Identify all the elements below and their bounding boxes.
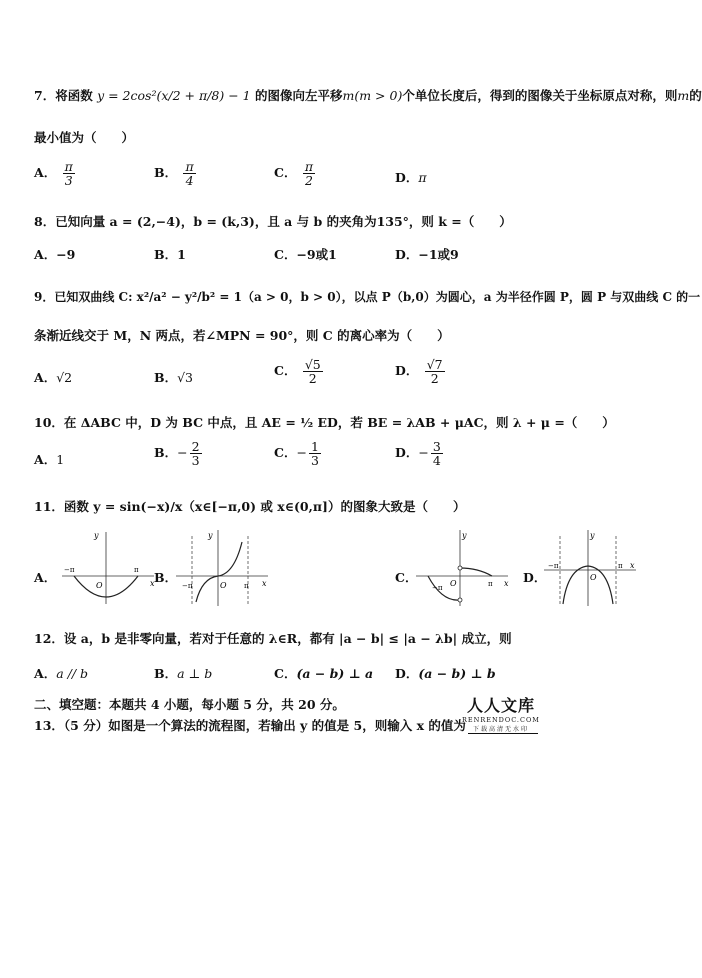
svg-text:O: O (590, 573, 597, 582)
question-9-line1: 9．已知双曲线 C: x²/a² − y²/b² = 1（a > 0，b > 0），以点 P（b,0）为圆心，a 为半径作圆 P，圆 P 与双曲线 C 的一 (34, 290, 701, 304)
q7-option-a: A． $\frac{\pi}{3}$ (34, 159, 73, 189)
q10-option-c: C．− $\frac{1}{3}$ (274, 439, 319, 469)
q12-option-d: D．(a − b) ⊥ b (395, 666, 496, 681)
q11-option-b-label: B． (154, 570, 178, 585)
q9-option-b: B．√3 (154, 370, 193, 385)
question-9-line2: 条渐近线交于 M，N 两点，若∠MPN = 90°，则 C 的离心率为（ ） (34, 328, 450, 343)
q9-option-a: A．√2 (34, 370, 73, 385)
q11-option-a-label: A． (34, 570, 57, 585)
q7-option-d: D．π (395, 170, 427, 185)
q7-option-b: B． $\frac{\pi}{4}$ (154, 159, 194, 189)
q9-option-c: C． $\frac{√5}{2}$ (274, 357, 321, 387)
svg-text:−π: −π (432, 584, 443, 592)
q10-option-b: B．− $\frac{2}{3}$ (154, 439, 200, 469)
svg-text:−π: −π (548, 562, 559, 570)
q11-option-d-label: D． (523, 570, 547, 585)
svg-text:x: x (630, 561, 635, 570)
svg-text:π: π (134, 566, 139, 574)
section-fill-in-title: 二、填空题：本题共 4 小题，每小题 5 分，共 20 分。 (34, 697, 345, 712)
q7-option-c: C． $\frac{\pi}{2}$ (274, 159, 314, 189)
q7-formula: y = 2cos²(x/2 + π/8) − 1 (97, 88, 251, 103)
question-10: 10．在 ΔABC 中，D 为 BC 中点，且 AE = ½ ED，若 BE = λAB + μAC，则 λ + μ =（ ） (34, 415, 615, 430)
q8-option-a: A．−9 (34, 247, 76, 262)
svg-text:−π: −π (64, 566, 75, 574)
svg-text:x: x (504, 579, 509, 588)
q11-option-c-label: C． (395, 570, 418, 585)
svg-text:x: x (262, 579, 267, 588)
q9-option-d: D． $\frac{√7}{2}$ (395, 357, 443, 387)
question-8: 8．已知向量 a = (2,−4)，b = (k,3)，且 a 与 b 的夹角为135°，则 k =（ ） (34, 214, 512, 229)
svg-text:y: y (462, 531, 467, 540)
q12-option-b: B．a ⊥ b (154, 666, 213, 681)
question-13: 13．（5 分）如图是一个算法的流程图，若输出 y 的值是 5，则输入 x 的值为 (34, 716, 538, 734)
q12-option-a: A．a // b (34, 666, 89, 681)
svg-text:π: π (244, 582, 249, 590)
q8-option-d: D．−1或9 (395, 247, 459, 262)
q10-option-d: D．− $\frac{3}{4}$ (395, 439, 441, 469)
q8-option-b: B．1 (154, 247, 186, 262)
svg-text:y: y (208, 531, 213, 540)
q10-option-a: A．1 (34, 452, 65, 467)
question-12: 12．设 a，b 是非零向量，若对于任意的 λ∈R，都有 |a − b| ≤ |a − λb| 成立，则 (34, 631, 512, 646)
svg-text:π: π (488, 580, 493, 588)
question-11: 11．函数 y = sin(−x)/x（x∈[−π,0) 或 x∈(0,π]）的图象大致是（ ） (34, 499, 466, 514)
question-7-line1: 7．将函数 y = 2cos²(x/2 + π/8) − 1 的图像向左平移m(m > 0)个单位长度后，得到的图像关于坐标原点对称，则m的 (34, 88, 702, 103)
q11-graph-b (172, 528, 272, 608)
q11-graph-d (540, 528, 640, 608)
renrendoc-watermark: 人人文库 RENRENDOC.COM 下载高清无水印 (462, 696, 540, 733)
question-7-line2: 最小值为（ ） (34, 130, 135, 145)
svg-text:−π: −π (182, 582, 193, 590)
q8-option-c: C．−9或1 (274, 247, 337, 262)
svg-text:O: O (220, 581, 227, 590)
svg-text:π: π (618, 562, 623, 570)
svg-text:O: O (450, 579, 457, 588)
svg-text:y: y (94, 531, 99, 540)
q11-graph-c (412, 528, 512, 608)
q12-option-c: C．(a − b) ⊥ a (274, 666, 374, 681)
q11-graph-a (58, 528, 158, 608)
svg-text:y: y (590, 531, 595, 540)
svg-text:O: O (96, 581, 103, 590)
svg-text:x: x (150, 579, 155, 588)
